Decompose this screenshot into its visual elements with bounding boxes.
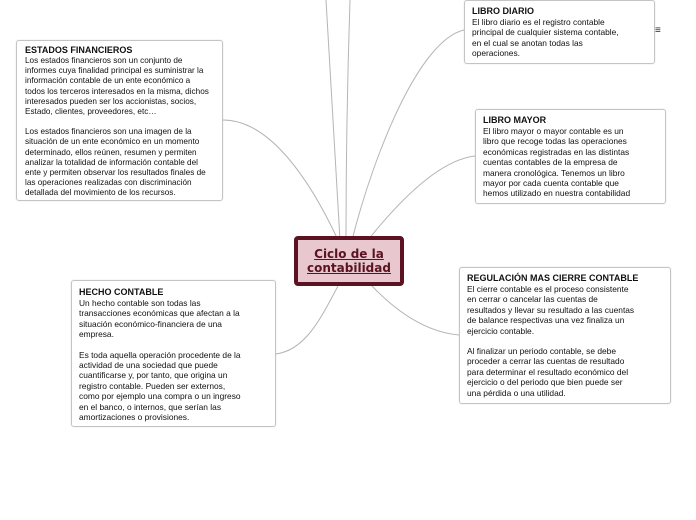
node-regulacion-cierre[interactable] bbox=[459, 267, 671, 404]
node-libro-diario[interactable] bbox=[464, 0, 655, 64]
libro-mayor-title: LIBRO MAYOR bbox=[483, 115, 547, 125]
connector-offscreen-1 bbox=[326, 0, 340, 240]
connector-estados bbox=[223, 120, 338, 240]
hecho-contable-text-1: Un hecho contable son todas las transacciones económicas que afectan a la situación económico-financiera de una empresa. bbox=[79, 298, 240, 340]
hecho-contable-title: HECHO CONTABLE bbox=[79, 287, 164, 297]
connector-regulacion bbox=[372, 286, 459, 335]
connector-diario bbox=[352, 30, 464, 240]
node-hecho-contable[interactable] bbox=[71, 280, 276, 427]
estados-financieros-title: ESTADOS FINANCIEROS bbox=[25, 45, 133, 55]
central-topic[interactable] bbox=[294, 236, 404, 286]
node-estados-financieros[interactable] bbox=[16, 40, 223, 201]
node-libro-mayor[interactable] bbox=[475, 109, 666, 204]
estados-financieros-text-2: Los estados financieros son una imagen de la situación de un ente económico en un momento determinado, ellos reúnen, resumen y permiten analizar la totalidad de información contable del ente y permiten observar los resultados finales de las operaciones realizadas con discriminación detallada del movimiento de los recursos. bbox=[25, 127, 206, 198]
connector-mayor bbox=[368, 156, 475, 240]
connector-offscreen-2 bbox=[346, 0, 350, 240]
estados-financieros-text-1: Los estados financieros son un conjunto de informes cuya finalidad principal es suministrar la información contable de un ente económico a todos los terceros interesados en la misma, dichos interesados pueden ser los accionistas, socios, Estado, clientes, proveedores, etc… bbox=[25, 56, 209, 117]
libro-diario-text: El libro diario es el registro contable principal de cualquier sistema contable, en el cual se anotan todas las operaciones. bbox=[472, 17, 619, 59]
central-topic-label: Ciclo de la contabilidad bbox=[307, 247, 391, 275]
menu-icon[interactable]: ≡ bbox=[655, 25, 661, 36]
libro-mayor-text: El libro mayor o mayor contable es un libro que recoge todas las operaciones económicas registradas en las distintas cuentas contables de la empresa de manera cronológica. Tenemos un libro mayor por cada cuenta contable que hemos utilizado en nuestra contabilidad bbox=[483, 126, 631, 199]
hecho-contable-text-2: Es toda aquella operación procedente de la actividad de una sociedad que puede cuantificarse y, por tanto, que origina un registro contable. Pueden ser externos, como por ejemplo una compra o un ingreso en el banco, o internos, que serían las amortizaciones o provisiones. bbox=[79, 349, 241, 423]
regulacion-text-1: El cierre contable es el proceso consistente en cerrar o cancelar las cuentas de resultados y llevar su resultado a las cuentas de balance respectivas una vez finaliza un ejercicio contable. bbox=[467, 284, 635, 336]
connector-hecho bbox=[276, 286, 338, 354]
regulacion-title: REGULACIÓN MAS CIERRE CONTABLE bbox=[467, 273, 639, 283]
regulacion-text-2: Al finalizar un periodo contable, se debe proceder a cerrar las cuentas de resultado para determinar el resultado económico del ejercicio o del periodo que bien puede ser una pérdida o una utilidad. bbox=[467, 346, 629, 398]
libro-diario-title: LIBRO DIARIO bbox=[472, 6, 534, 16]
